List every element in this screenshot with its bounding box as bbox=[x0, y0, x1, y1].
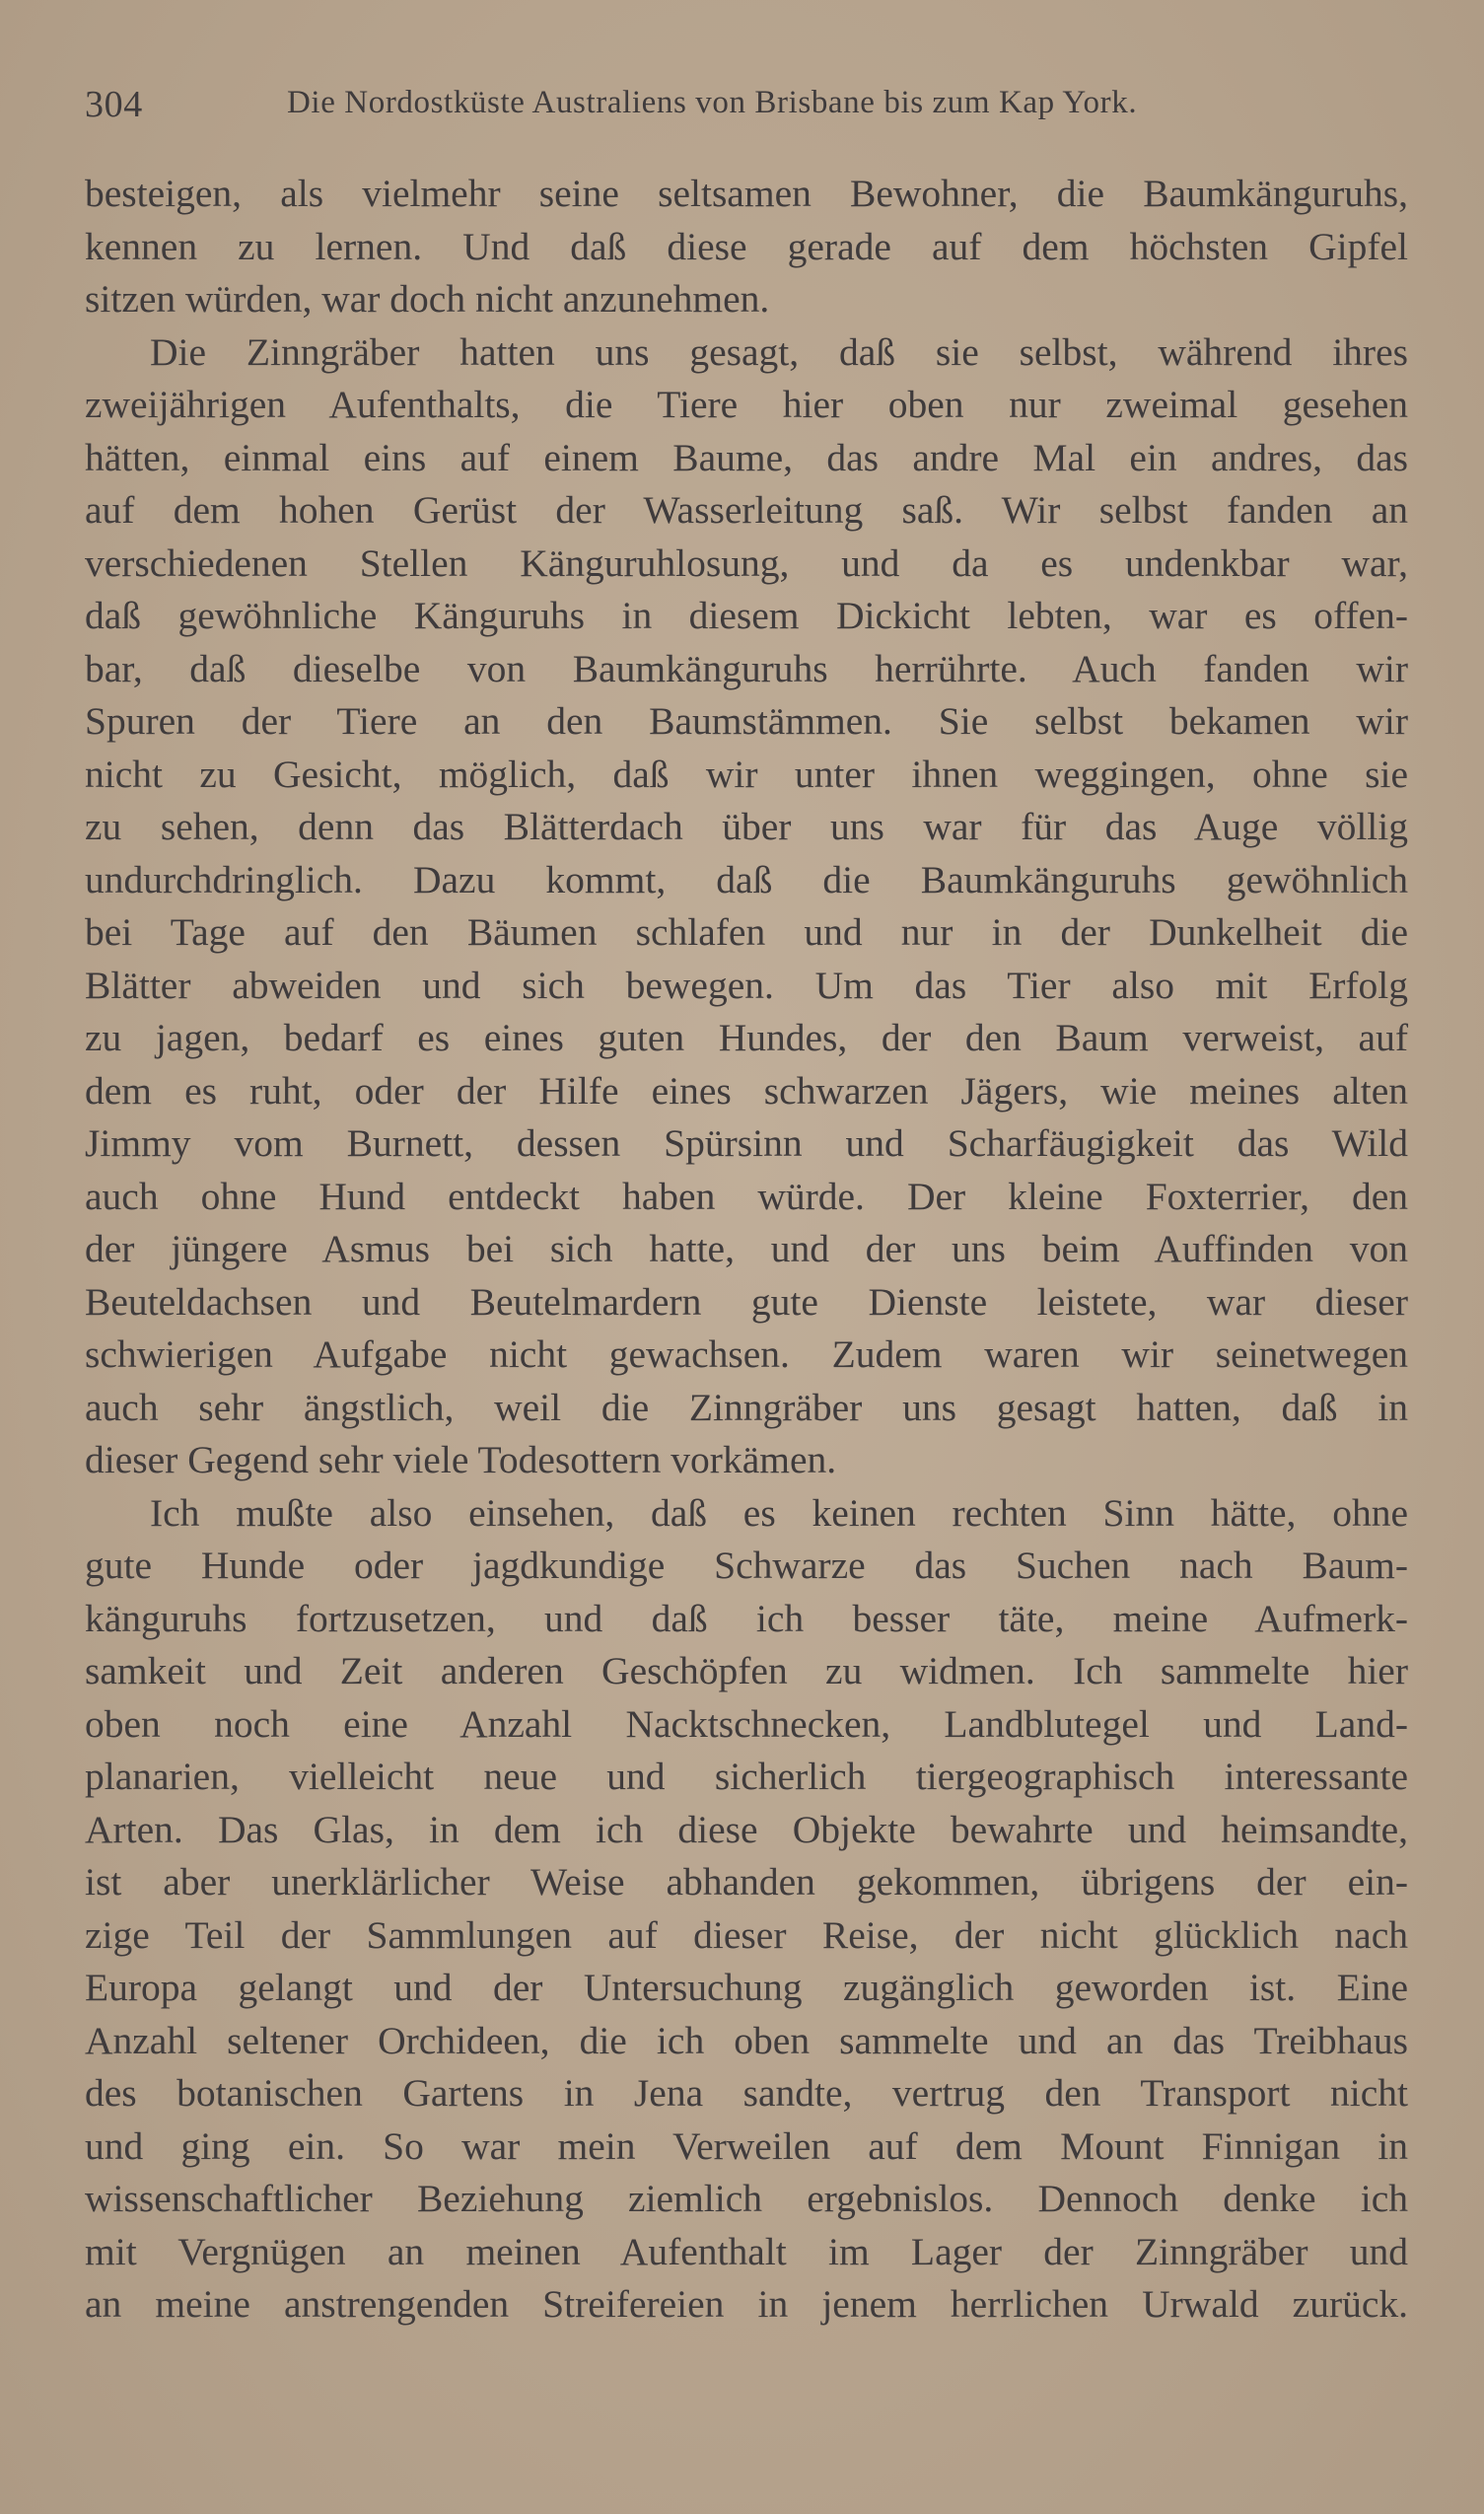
text-line: undurchdringlich. Dazu kommt, daß die Baumkänguruhs gewöhnlich bbox=[85, 857, 1408, 901]
text-line: des botanischen Gartens in Jena sandte, vertrug den Transport nicht bbox=[85, 2071, 1408, 2115]
text-line: wissenschaftlicher Beziehung ziemlich ergebnislos. Dennoch denke ich bbox=[85, 2177, 1408, 2220]
text-line: nicht zu Gesicht, möglich, daß wir unter ihnen weggingen, ohne sie bbox=[85, 752, 1408, 796]
text-line: auf dem hohen Gerüst der Wasserleitung saß. Wir selbst fanden an bbox=[85, 488, 1408, 532]
text-line: Blätter abweiden und sich bewegen. Um das Tier also mit Erfolg bbox=[85, 963, 1408, 1007]
text-line: ist aber unerklärlicher Weise abhanden gekommen, übrigens der ein- bbox=[85, 1860, 1408, 1903]
body-text bbox=[85, 168, 1408, 2332]
running-head bbox=[85, 83, 1406, 134]
text-line: Europa gelangt und der Untersuchung zugänglich geworden ist. Eine bbox=[85, 1966, 1408, 2009]
text-line: Jimmy vom Burnett, dessen Spürsinn und Scharfäugigkeit das Wild bbox=[85, 1121, 1408, 1165]
text-line: auch ohne Hund entdeckt haben würde. Der kleine Foxterrier, den bbox=[85, 1174, 1408, 1218]
running-title: Die Nordostküste Australiens von Brisbane bis zum Kap York. bbox=[287, 85, 1138, 120]
text-line: hätten, einmal eins auf einem Baume, das andre Mal ein andres, das bbox=[85, 435, 1408, 479]
text-line: zu sehen, denn das Blätterdach über uns war für das Auge völlig bbox=[85, 805, 1408, 848]
text-line: zweijährigen Aufenthalts, die Tiere hier oben nur zweimal gesehen bbox=[85, 383, 1408, 426]
text-line: bei Tage auf den Bäumen schlafen und nur in der Dunkelheit die bbox=[85, 910, 1408, 954]
text-line: und ging ein. So war mein Verweilen auf dem Mount Finnigan in bbox=[85, 2123, 1408, 2168]
text-line: an meine anstrengenden Streifereien in jenem herrlichen Urwald zurück. bbox=[85, 2282, 1408, 2326]
text-line: Spuren der Tiere an den Baumstämmen. Sie selbst bekamen wir bbox=[85, 699, 1408, 743]
text-line: samkeit und Zeit anderen Geschöpfen zu widmen. Ich sammelte hier bbox=[85, 1649, 1408, 1692]
text-line: schwierigen Aufgabe nicht gewachsen. Zudem waren wir seinetwegen bbox=[85, 1332, 1408, 1376]
text-line: mit Vergnügen an meinen Aufenthalt im Lager der Zinngräber und bbox=[85, 2229, 1408, 2273]
text-line: besteigen, als vielmehr seine seltsamen Bewohner, die Baumkänguruhs, bbox=[85, 172, 1408, 215]
text-line: Ich mußte also einsehen, daß es keinen rechten Sinn hätte, ohne bbox=[150, 1490, 1408, 1535]
text-line: känguruhs fortzusetzen, und daß ich besser täte, meine Aufmerk- bbox=[85, 1596, 1408, 1640]
text-line: oben noch eine Anzahl Nacktschnecken, Landblutegel und Land- bbox=[85, 1701, 1408, 1746]
text-line: zu jagen, bedarf es eines guten Hundes, der den Baum verweist, auf bbox=[85, 1016, 1408, 1059]
text-line: Beuteldachsen und Beutelmardern gute Dienste leistete, war dieser bbox=[85, 1279, 1408, 1324]
text-line: daß gewöhnliche Känguruhs in diesem Dickicht lebten, war es offen- bbox=[85, 594, 1408, 637]
page-number: 304 bbox=[85, 84, 143, 125]
text-line: kennen zu lernen. Und daß diese gerade auf dem höchsten Gipfel bbox=[85, 224, 1408, 268]
text-line: bar, daß dieselbe von Baumkänguruhs herrührte. Auch fanden wir bbox=[85, 646, 1408, 690]
text-line: verschiedenen Stellen Känguruhlosung, und da es undenkbar war, bbox=[85, 540, 1408, 585]
text-line: der jüngere Asmus bei sich hatte, und der uns beim Auffinden von bbox=[85, 1227, 1408, 1270]
text-line: gute Hunde oder jagdkundige Schwarze das Suchen nach Baum- bbox=[85, 1544, 1408, 1587]
text-line: Anzahl seltener Orchideen, die ich oben sammelte und an das Treibhaus bbox=[85, 2018, 1408, 2062]
text-line: Die Zinngräber hatten uns gesagt, daß sie selbst, während ihres bbox=[150, 329, 1408, 374]
text-line: dieser Gegend sehr viele Todesottern vorkämen. bbox=[85, 1438, 837, 1481]
text-line: sitzen würden, war doch nicht anzunehmen. bbox=[85, 277, 770, 321]
text-line: auch sehr ängstlich, weil die Zinngräber uns gesagt hatten, daß in bbox=[85, 1385, 1408, 1429]
text-line: planarien, vielleicht neue und sicherlich tiergeographisch interessante bbox=[85, 1755, 1408, 1798]
text-line: dem es ruht, oder der Hilfe eines schwarzen Jägers, wie meines alten bbox=[85, 1068, 1408, 1113]
text-line: zige Teil der Sammlungen auf dieser Reise, der nicht glücklich nach bbox=[85, 1912, 1408, 1957]
text-line: Arten. Das Glas, in dem ich diese Objekte bewahrte und heimsandte, bbox=[85, 1807, 1408, 1851]
